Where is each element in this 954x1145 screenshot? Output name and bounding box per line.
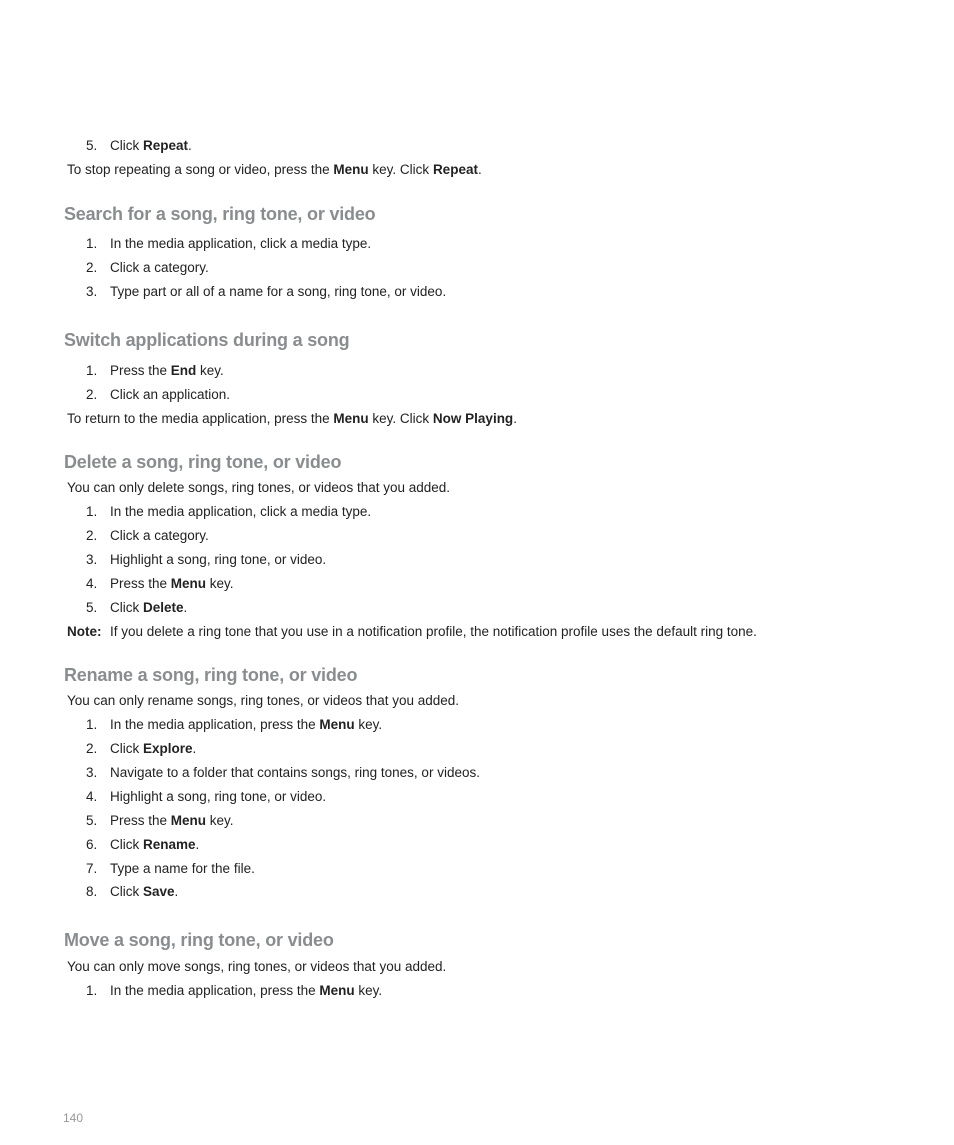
list-item: 5. Click Repeat. <box>86 138 192 153</box>
list-item: 5. Click Delete. <box>86 600 188 615</box>
page-number: 140 <box>63 1111 84 1125</box>
paragraph: To stop repeating a song or video, press the Menu key. Click Repeat. <box>67 162 482 177</box>
paragraph: You can only rename songs, ring tones, or videos that you added. <box>67 693 460 708</box>
paragraph: You can only delete songs, ring tones, or videos that you added. <box>67 480 451 495</box>
list-item: 3. Type part or all of a name for a song, ring tone, or video. <box>86 284 447 299</box>
list-item: 8. Click Save. <box>86 884 179 899</box>
list-item: 4. Press the Menu key. <box>86 576 234 591</box>
note <box>67 624 757 640</box>
paragraph: To return to the media application, press the Menu key. Click Now Playing. <box>67 411 517 426</box>
list-item: 2. Click Explore. <box>86 741 197 756</box>
section-heading: Rename a song, ring tone, or video <box>64 665 358 685</box>
note-text: If you delete a ring tone that you use in a notification profile, the notification profile uses the default ring tone. <box>110 624 757 639</box>
list-item: 2. Click a category. <box>86 528 209 543</box>
section-heading: Delete a song, ring tone, or video <box>64 452 342 472</box>
list-item: 3. Navigate to a folder that contains songs, ring tones, or videos. <box>86 765 480 780</box>
list-item: 1. In the media application, click a media type. <box>86 504 372 519</box>
list-item: 2. Click a category. <box>86 260 209 275</box>
list-item: 1. Press the End key. <box>86 363 224 378</box>
list-item: 1. In the media application, press the Menu key. <box>86 983 383 998</box>
list-item: 7. Type a name for the file. <box>86 861 255 876</box>
section-heading: Move a song, ring tone, or video <box>64 930 334 950</box>
list-item: 6. Click Rename. <box>86 837 200 852</box>
list-item: 3. Highlight a song, ring tone, or video. <box>86 552 327 567</box>
section-heading: Switch applications during a song <box>64 330 350 350</box>
list-item: 2. Click an application. <box>86 387 231 402</box>
note-label: Note: <box>67 624 102 639</box>
paragraph: You can only move songs, ring tones, or videos that you added. <box>67 959 447 974</box>
list-item: 1. In the media application, click a media type. <box>86 236 372 251</box>
list-item: 4. Highlight a song, ring tone, or video. <box>86 789 327 804</box>
list-item: 5. Press the Menu key. <box>86 813 234 828</box>
list-item: 1. In the media application, press the Menu key. <box>86 717 383 732</box>
section-heading: Search for a song, ring tone, or video <box>64 204 376 224</box>
